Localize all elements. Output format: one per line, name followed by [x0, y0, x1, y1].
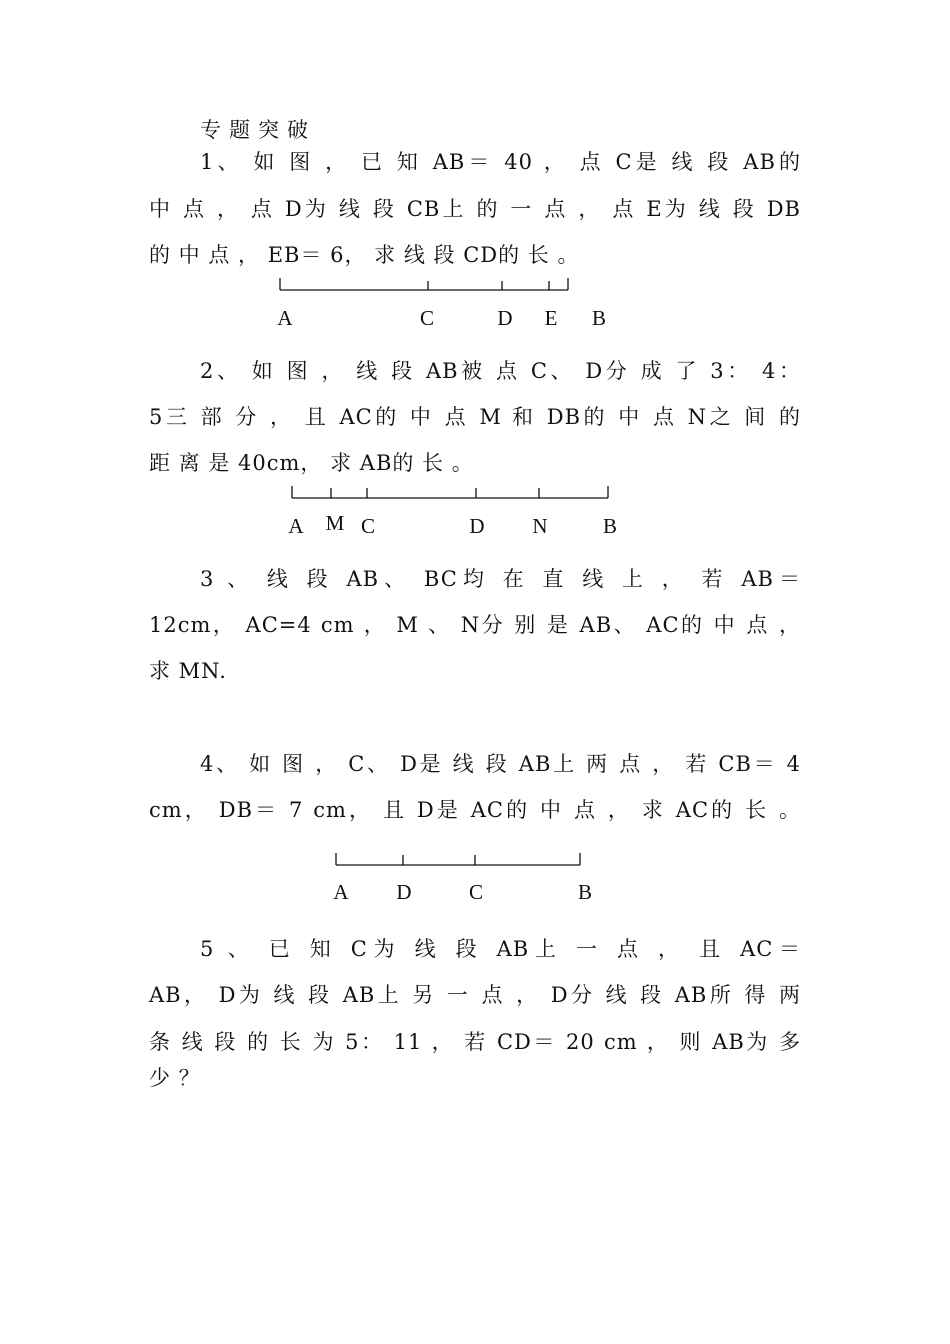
problem-2-line-2: 5三 部 分 ， 且 AC的 中 点 M 和 DB的 中 点 N之 间 的 [149, 405, 801, 429]
figure-2-label-c: C [360, 514, 376, 538]
figure-4-label-b: B [577, 880, 593, 904]
figure-2-segment [292, 486, 608, 498]
figure-1-label-b: B [591, 306, 607, 330]
problem-5-line-3: 条 线 段 的 长 为 5： 11 ， 若 CD＝ 20 cm ， 则 AB为 多 [149, 1030, 801, 1054]
problem-4-line-2: cm， DB＝ 7 cm， 且 D是 AC的 中 点 ， 求 AC的 长 。 [149, 798, 801, 822]
problem-3-line-2: 12cm， AC=4 cm ， M 、 N分 别 是 AB、 AC的 中 点 ， [149, 613, 801, 637]
page-title: 专题突破 [200, 118, 316, 142]
problem-1-line-1: 1、 如 图 ， 已 知 AB＝ 40 ， 点 C是 线 段 AB的 [200, 150, 801, 174]
problem-4-line-1: 4、 如 图 ， C、 D是 线 段 AB上 两 点 ， 若 CB＝ 4 [200, 752, 801, 776]
figure-4-segment [336, 853, 580, 865]
problem-1-line-3: 的 中 点 ， EB＝ 6， 求 线 段 CD的 长 。 [149, 243, 580, 267]
figure-2-label-b: B [602, 514, 618, 538]
figure-2-label-d: D [469, 514, 485, 538]
figure-1-label-d: D [497, 306, 513, 330]
figure-1-label-c: C [419, 306, 435, 330]
figure-1-label-e: E [544, 306, 558, 330]
figure-2-label-n: N [532, 514, 548, 538]
problem-5-line-1: 5 、 已 知 C为 线 段 AB上 一 点 ， 且 AC＝ [200, 937, 801, 961]
figure-1-segment [280, 278, 568, 290]
problem-3-line-3: 求 MN. [149, 659, 227, 683]
problem-3-line-1: 3 、 线 段 AB、 BC均 在 直 线 上 ， 若 AB＝ [200, 567, 801, 591]
problem-2-line-1: 2、 如 图 ， 线 段 AB被 点 C、 D分 成 了 3： 4： [200, 359, 801, 383]
figure-4-label-c: C [468, 880, 484, 904]
problem-1-line-2: 中 点 ， 点 D为 线 段 CB上 的 一 点 ， 点 E为 线 段 DB [149, 197, 801, 221]
figure-4-label-a: A [333, 880, 349, 904]
figure-4-label-d: D [396, 880, 412, 904]
figure-2-label-a: A [288, 514, 304, 538]
problem-5-line-4: 少 ？ [149, 1066, 201, 1090]
problem-5-line-2: AB， D为 线 段 AB上 另 一 点 ， D分 线 段 AB所 得 两 [149, 983, 801, 1007]
problem-2-line-3: 距 离 是 40cm， 求 AB的 长 。 [149, 451, 474, 475]
figure-1-label-a: A [277, 306, 293, 330]
figure-2-label-m: M [325, 511, 345, 535]
